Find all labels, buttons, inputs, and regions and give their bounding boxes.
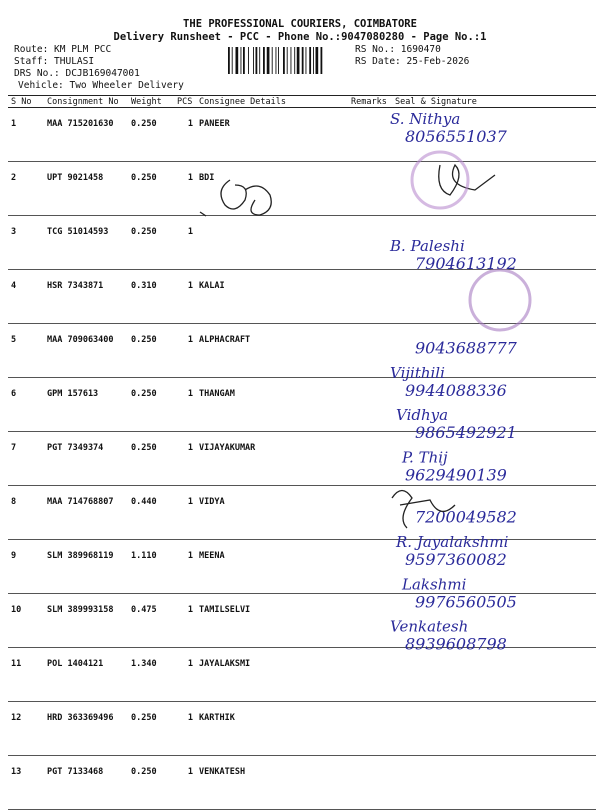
row-consignee: VIJAYAKUMAR [196,432,348,486]
row-consignment-no: PGT 7349374 [44,432,128,486]
row-consignment-no: HSR 7343871 [44,270,128,324]
row-pcs: 1 [174,432,196,486]
row-pcs: 1 [174,594,196,648]
row-weight: 0.310 [128,270,174,324]
barcode-bar [276,47,277,74]
row-consignee: BDI [196,162,348,216]
row-signature-cell [392,378,596,432]
row-signature-cell [392,324,596,378]
signature-phone: 9865492921 [415,423,517,443]
row-pcs: 1 [174,324,196,378]
row-sno: 1 [8,108,44,162]
row-pcs: 1 [174,108,196,162]
barcode-bar [316,47,319,74]
column-header-consignment: Consignment No [44,96,128,108]
barcode-bar [309,47,311,74]
barcode-bar [306,47,307,74]
row-signature-cell [392,756,596,810]
row-pcs: 1 [174,270,196,324]
column-header-signature: Seal & Signature [392,96,596,108]
barcode-bar [248,47,249,74]
row-pcs: 1 [174,162,196,216]
row-pcs: 1 [174,756,196,810]
row-weight: 0.250 [128,216,174,270]
row-consignee: ALPHACRAFT [196,324,348,378]
signature-phone: 9944088336 [405,380,507,400]
row-sno: 11 [8,648,44,702]
table-row [8,594,596,648]
table-row [8,108,596,162]
row-remarks [348,162,392,216]
row-remarks [348,702,392,756]
column-header-sno: S No [8,96,44,108]
row-signature-cell [392,540,596,594]
row-weight: 1.340 [128,648,174,702]
row-signature-cell [392,108,596,162]
signature-phone: 7904613192 [415,253,517,273]
table-row [8,756,596,810]
row-consignment-no: POL 1404121 [44,648,128,702]
row-signature-cell [392,648,596,702]
row-weight: 0.250 [128,432,174,486]
signature-phone: 9629490139 [405,465,507,485]
row-consignment-no: UPT 9021458 [44,162,128,216]
barcode-bar [256,47,258,74]
barcode-icon [228,47,350,74]
route-label: Route: KM PLM PCC [14,44,112,55]
row-sno: 6 [8,378,44,432]
row-weight: 0.250 [128,108,174,162]
runsheet-subtitle: Delivery Runsheet - PCC - Phone No.:9047080280 - Page No.:1 [113,31,487,43]
barcode-bar [283,47,285,74]
barcode-bar [263,47,265,74]
row-consignee: VENKATESH [196,756,348,810]
barcode-bar [287,47,288,74]
row-consignment-no: PGT 7133468 [44,756,128,810]
rs-date: RS Date: 25-Feb-2026 [355,56,470,67]
row-consignee: KARTHIK [196,702,348,756]
row-remarks [348,648,392,702]
row-sno: 2 [8,162,44,216]
delivery-table [8,95,596,810]
signature-name: Vidhya [396,406,449,425]
row-weight: 0.250 [128,756,174,810]
row-consignee: JAYALAKSMI [196,648,348,702]
row-pcs: 1 [174,702,196,756]
row-signature-cell [392,432,596,486]
row-remarks [348,432,392,486]
column-header-weight: Weight [128,96,174,108]
signature-name: Venkatesh [390,617,469,636]
row-consignee: MEENA [196,540,348,594]
barcode-bar [278,47,279,74]
row-consignee: THANGAM [196,378,348,432]
column-header-remarks: Remarks [348,96,392,108]
table-row [8,648,596,702]
barcode-bar [321,47,323,74]
signature-name: S. Nithya [390,110,461,128]
runsheet-title: THE PROFESSIONAL COURIERS, COIMBATORE [183,18,417,30]
row-pcs: 1 [174,648,196,702]
barcode-bar [228,47,230,74]
barcode-bar [236,47,239,74]
drs-number: DRS No.: DCJB169047001 [14,68,140,79]
row-remarks [348,378,392,432]
row-sno: 12 [8,702,44,756]
signature-phone: 9597360082 [405,550,507,569]
row-sno: 3 [8,216,44,270]
row-consignment-no: SLM 389993158 [44,594,128,648]
barcode-bar [302,47,304,74]
row-weight: 0.475 [128,594,174,648]
table-row [8,432,596,486]
signature-name: Vijithili [390,363,445,382]
row-pcs: 1 [174,540,196,594]
staff-label: Staff: THULASI [14,56,95,67]
signature-name: B. Paleshi [390,236,465,255]
signature-name: R. Jayalakshmi [396,533,509,551]
row-sno: 5 [8,324,44,378]
row-remarks [348,108,392,162]
row-weight: 0.250 [128,324,174,378]
row-remarks [348,756,392,810]
row-consignee: KALAI [196,270,348,324]
row-sno: 10 [8,594,44,648]
barcode-bar [259,47,260,74]
barcode-bar [272,47,273,74]
barcode-bar [294,47,295,74]
barcode-bar [253,47,254,74]
barcode-bar [243,47,245,74]
table-row [8,486,596,540]
barcode-bar [232,47,233,74]
row-consignee: TAMILSELVI [196,594,348,648]
row-consignment-no: MAA 714768807 [44,486,128,540]
row-sno: 8 [8,486,44,540]
table-row [8,324,596,378]
signature-phone: 8056551037 [405,127,507,146]
row-weight: 1.110 [128,540,174,594]
barcode-bar [241,47,242,74]
row-consignment-no: HRD 363369496 [44,702,128,756]
row-pcs: 1 [174,486,196,540]
row-consignee: VIDYA [196,486,348,540]
row-pcs: 1 [174,216,196,270]
column-header-pcs: PCS [174,96,196,108]
table-row [8,702,596,756]
row-sno: 9 [8,540,44,594]
vehicle-label: Vehicle: Two Wheeler Delivery [18,80,184,91]
row-remarks [348,324,392,378]
table-row [8,162,596,216]
table-header-row [8,96,596,108]
row-signature-cell [392,270,596,324]
table-row [8,378,596,432]
row-remarks [348,270,392,324]
row-signature-cell [392,486,596,540]
table-row [8,270,596,324]
barcode-bar [313,47,314,74]
row-remarks [348,540,392,594]
row-consignment-no: TCG 51014593 [44,216,128,270]
row-consignee [196,216,348,270]
row-signature-cell [392,594,596,648]
row-consignment-no: GPM 157613 [44,378,128,432]
table-row [8,540,596,594]
row-weight: 0.250 [128,162,174,216]
barcode-bar [291,47,292,74]
row-remarks [348,594,392,648]
row-consignment-no: SLM 389968119 [44,540,128,594]
row-signature-cell [392,216,596,270]
row-signature-cell [392,162,596,216]
row-sno: 7 [8,432,44,486]
table-row [8,216,596,270]
barcode-bar [267,47,270,74]
rs-number: RS No.: 1690470 [355,44,441,55]
signature-phone: 7200049582 [415,507,517,527]
signature-phone: 9043688777 [415,338,517,358]
row-weight: 0.250 [128,378,174,432]
row-pcs: 1 [174,378,196,432]
row-consignment-no: MAA 715201630 [44,108,128,162]
row-consignment-no: MAA 709063400 [44,324,128,378]
row-remarks [348,486,392,540]
row-remarks [348,216,392,270]
signature-name: P. Thij [402,448,448,467]
signature-name: Lakshmi [402,575,467,594]
row-sno: 4 [8,270,44,324]
barcode-bar [297,47,300,74]
signature-phone: 9976560505 [415,592,517,612]
row-consignee: PANEER [196,108,348,162]
row-weight: 0.440 [128,486,174,540]
row-weight: 0.250 [128,702,174,756]
row-sno: 13 [8,756,44,810]
row-signature-cell [392,702,596,756]
column-header-consignee: Consignee Details [196,96,348,108]
signature-phone: 8939608798 [405,634,507,654]
